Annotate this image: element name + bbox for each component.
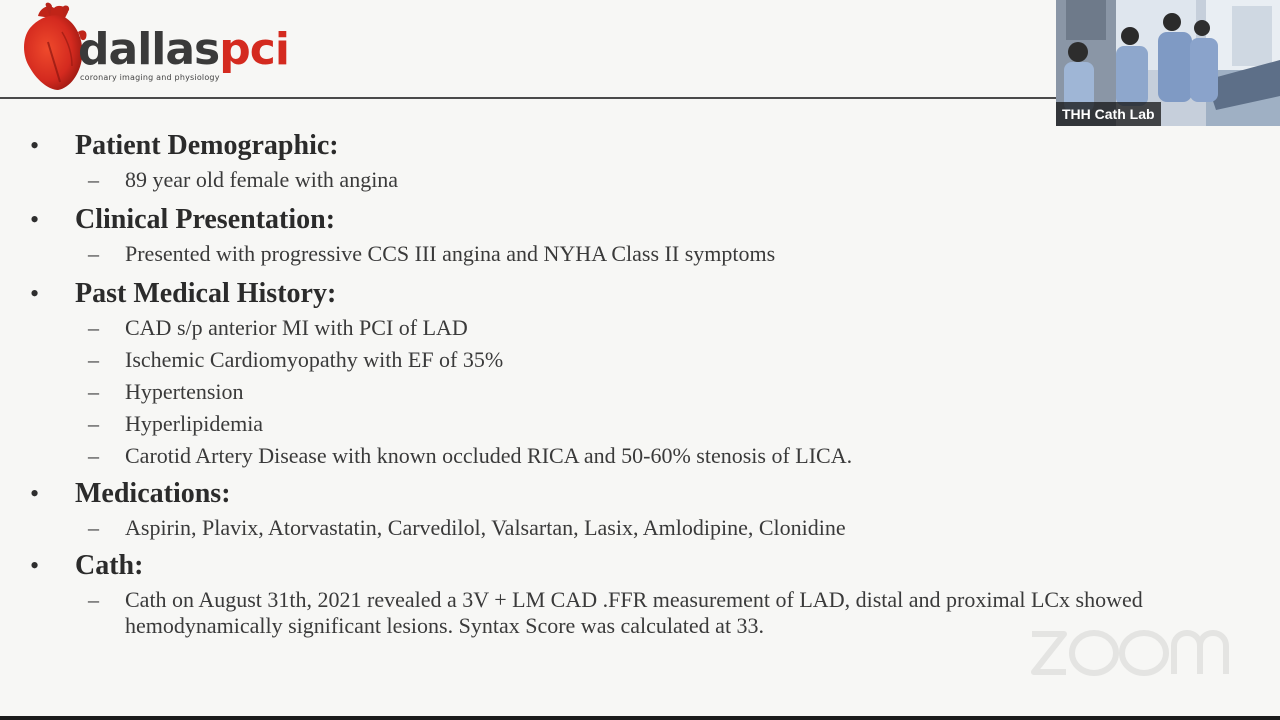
bullet-icon: •	[30, 551, 40, 580]
dash-icon: –	[88, 379, 99, 404]
list-item: – Hyperlipidemia	[0, 408, 1280, 440]
bullet-icon: •	[30, 131, 40, 160]
logo-tagline: coronary imaging and physiology	[80, 73, 220, 82]
section-clinical-presentation	[0, 202, 1280, 270]
section-title: Clinical Presentation:	[75, 204, 336, 235]
bullet-icon: •	[30, 279, 40, 308]
list-item: – CAD s/p anterior MI with PCI of LAD	[0, 312, 1280, 344]
dash-icon: –	[88, 347, 99, 372]
participant-name-label: THH Cath Lab	[1056, 102, 1161, 126]
bullet-icon: •	[30, 205, 40, 234]
participant-video-tile[interactable]	[1056, 0, 1280, 126]
section-patient-demographic	[0, 128, 1280, 196]
dash-icon: –	[88, 241, 99, 266]
section-title: Past Medical History:	[75, 278, 337, 309]
dash-icon: –	[88, 443, 99, 468]
dash-icon: –	[88, 515, 99, 540]
list-item: – Ischemic Cardiomyopathy with EF of 35%	[0, 344, 1280, 376]
list-item: – 89 year old female with angina	[0, 164, 1280, 196]
section-title: Cath:	[75, 550, 144, 581]
slide-content	[0, 128, 1280, 640]
section-title: Medications:	[75, 478, 231, 509]
dash-icon: –	[88, 167, 99, 192]
dash-icon: –	[88, 315, 99, 340]
section-title: Patient Demographic:	[75, 130, 339, 161]
bottom-bar	[0, 716, 1280, 720]
dallaspci-logo	[18, 2, 308, 92]
list-item: – Cath on August 31th, 2021 revealed a 3V + LM CAD .FFR measurement of LAD, distal and proximal LCx showed hemodynamically significant lesions. Syntax Score was calculated at 33.	[0, 584, 1280, 640]
dash-icon: –	[88, 587, 99, 612]
list-item: – Aspirin, Plavix, Atorvastatin, Carvedilol, Valsartan, Lasix, Amlodipine, Clonidine	[0, 512, 1280, 544]
bullet-icon: •	[30, 479, 40, 508]
logo-wordmark: dallaspci	[78, 24, 289, 75]
list-item: – Hypertension	[0, 376, 1280, 408]
section-past-medical-history	[0, 276, 1280, 472]
zoom-logo-icon	[1026, 622, 1232, 684]
list-item: – Carotid Artery Disease with known occluded RICA and 50-60% stenosis of LICA.	[0, 440, 1280, 472]
dash-icon: –	[88, 411, 99, 436]
section-medications	[0, 476, 1280, 544]
list-item: – Presented with progressive CCS III angina and NYHA Class II symptoms	[0, 238, 1280, 270]
